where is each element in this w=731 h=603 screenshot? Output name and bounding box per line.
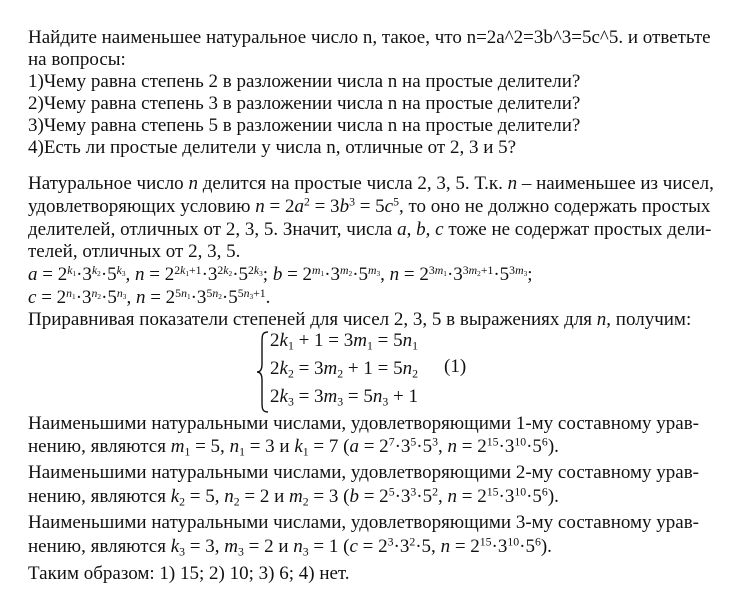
- smallest-3-line-b: нению, являются $k_3 = 3$, $m_3 = 2$ и $n_3 = 1$ ($c = 2^3\cdot 3^2\cdot 5$, $n = 2^{15}\cdot 3^{10}\cdot 5^6$).: [28, 535, 552, 559]
- question-3: 3)Чему равна степень 5 в разложении числа n на простые делители?: [28, 115, 581, 136]
- equation-1: $2k_1 + 1 = 3m_1 = 5n_1$: [270, 330, 418, 353]
- smallest-2-line-b: нению, являются $k_2 = 5$, $n_2 = 2$ и $m_2 = 3$ ($b = 2^5\cdot 3^3\cdot 5^2$, $n = 2^{15}\cdot 3^{10}\cdot 5^6$).: [28, 485, 559, 509]
- and-word: и: [278, 536, 289, 557]
- solution-text: Натуральное число: [28, 173, 189, 194]
- factorization-line-1: $a = 2^{k_1}\cdot 3^{k_2}\cdot 5^{k_3}$, $n = 2^{2k_1+1}\cdot 3^{2k_2}\cdot 5^{2k_3}$; $b = 2^{m_1}\cdot 3^{m_2}\cdot 5^{m_3}$, $n = 2^{3m_1}\cdot 3^{3m_2+1}\cdot 5^{3m_3}$;: [28, 263, 533, 285]
- question-2: 2)Чему равна степень 3 в разложении числа n на простые делители?: [28, 93, 581, 114]
- problem-intro-cont: на вопросы:: [28, 49, 126, 70]
- system-label: (1): [444, 356, 467, 377]
- solution-text: нению, являются: [28, 486, 171, 507]
- solution-text: нению, являются: [28, 536, 171, 557]
- solution-text: делителей, отличных от 2, 3, 5. Значит, числа: [28, 219, 398, 240]
- smallest-3-line-a: Наименьшими натуральными числами, удовлетворяющими 3-му составному урав-: [28, 512, 700, 533]
- solution-line-3: делителей, отличных от 2, 3, 5. Значит, числа a, b, c тоже не содержат простых дели-: [28, 219, 712, 240]
- smallest-1-line-a: Наименьшими натуральными числами, удовлетворяющими 1-му составному урав-: [28, 413, 700, 434]
- smallest-1-line-b: нению, являются $m_1 = 5$, $n_1 = 3$ и $k_1 = 7$ ($a = 2^7\cdot 3^5\cdot 5^3$, $n = 2^{15}\cdot 3^{10}\cdot 5^6$).: [28, 435, 559, 459]
- solution-line-2: [28, 196, 710, 218]
- solution-text: нению, являются: [28, 436, 171, 457]
- factorization-line-2: $c = 2^{n_1}\cdot 3^{n_2}\cdot 5^{n_3}$, $n = 2^{5n_1}\cdot 3^{5n_2}\cdot 5^{5n_3+1}$.: [28, 286, 271, 308]
- and-word: и: [279, 436, 290, 457]
- left-brace-icon: [256, 330, 270, 414]
- question-1: 1)Чему равна степень 2 в разложении числа n на простые делители?: [28, 71, 581, 92]
- smallest-2-line-a: Наименьшими натуральными числами, удовлетворяющими 2-му составному урав-: [28, 462, 700, 483]
- and-word: и: [274, 486, 285, 507]
- solution-line-4: телей, отличных от 2, 3, 5.: [28, 241, 241, 262]
- conclusion: Таким образом: 1) 15; 2) 10; 3) 6; 4) нет.: [28, 563, 350, 584]
- equation-3: $2k_3 = 3m_3 = 5n_3 + 1$: [270, 386, 418, 409]
- solution-text: делится на простые числа 2, 3, 5. Т.к.: [197, 173, 508, 194]
- condition-formula: $n = 2a^2 = 3b^3 = 5c^5$: [255, 195, 399, 217]
- compare-line: Приравнивая показатели степеней для чисел 2, 3, 5 в выражениях для n, получим:: [28, 309, 692, 330]
- solution-line-1: Натуральное число n делится на простые числа 2, 3, 5. Т.к. n – наименьшее из чисел,: [28, 173, 714, 194]
- solution-text: , получим:: [606, 309, 692, 330]
- equation-system: [256, 330, 496, 414]
- solution-text: удовлетворяющих условию: [28, 196, 256, 217]
- solution-text: , то оно не должно содержать простых: [399, 196, 711, 217]
- solution-text: – наименьшее из чисел,: [517, 173, 714, 194]
- solution-text: тоже не содержат простых дели-: [443, 219, 712, 240]
- question-4: 4)Есть ли простые делители у числа n, отличные от 2, 3 и 5?: [28, 137, 517, 158]
- equation-2: $2k_2 = 3m_2 + 1 = 5n_2$: [270, 358, 418, 381]
- solution-text: Приравнивая показатели степеней для чисел 2, 3, 5 в выражениях для: [28, 309, 597, 330]
- problem-intro: Найдите наименьшее натуральное число n, такое, что n=2a^2=3b^3=5c^5. и ответьте: [28, 27, 711, 48]
